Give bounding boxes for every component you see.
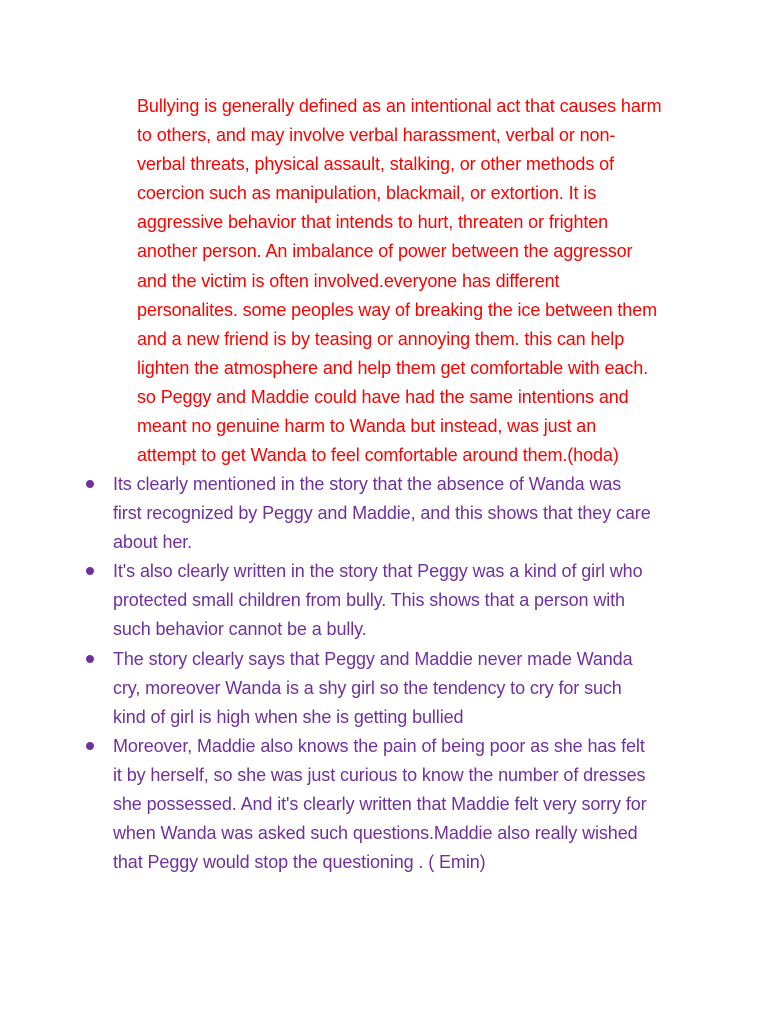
paragraph-line: to others, and may involve verbal harassment, verbal or non- — [137, 125, 616, 146]
paragraph-line: lighten the atmosphere and help them get comfortable with each. — [137, 357, 649, 378]
bullet-line: first recognized by Peggy and Maddie, and this shows that they care — [113, 503, 651, 524]
paragraph-line: so Peggy and Maddie could have had the same intentions and — [137, 386, 629, 407]
bullet-line: cry, moreover Wanda is a shy girl so the tendency to cry for such — [113, 677, 622, 698]
bullet-item — [0, 732, 768, 877]
bullet-list — [0, 470, 768, 877]
paragraph-line: attempt to get Wanda to feel comfortable around them.(hoda) — [137, 445, 619, 466]
bullet-text — [113, 732, 703, 877]
bullet-line: it by herself, so she was just curious to know the number of dresses — [113, 764, 646, 785]
bullet-marker-icon — [86, 480, 94, 488]
bullet-line: kind of girl is high when she is getting bullied — [113, 706, 464, 727]
paragraph-line: personalites. some peoples way of breaking the ice between them — [137, 299, 658, 320]
bullet-line: Its clearly mentioned in the story that the absence of Wanda was — [113, 474, 622, 494]
paragraph-line: coercion such as manipulation, blackmail, or extortion. It is — [137, 183, 597, 204]
bullet-line: Moreover, Maddie also knows the pain of being poor as she has felt — [113, 735, 645, 756]
bullet-line: It's also clearly written in the story that Peggy was a kind of girl who — [113, 561, 643, 582]
paragraph-line: another person. An imbalance of power between the aggressor — [137, 241, 633, 262]
bullet-item — [0, 470, 768, 557]
bullet-marker-icon — [86, 742, 94, 750]
bullet-line: The story clearly says that Peggy and Maddie never made Wanda — [113, 648, 633, 669]
bullet-text — [113, 470, 703, 557]
bullet-marker-icon — [86, 567, 94, 575]
bullet-text — [113, 645, 703, 732]
bullet-line: about her. — [113, 532, 193, 553]
bullet-item — [0, 557, 768, 644]
bullet-marker-icon — [86, 655, 94, 663]
intro-paragraph — [137, 92, 697, 470]
bullet-line: such behavior cannot be a bully. — [113, 619, 367, 640]
bullet-line: that Peggy would stop the questioning . ( Emin) — [113, 852, 486, 873]
bullet-line: when Wanda was asked such questions.Maddie also really wished — [113, 823, 638, 844]
paragraph-line: meant no genuine harm to Wanda but instead, was just an — [137, 416, 597, 437]
bullet-line: protected small children from bully. This shows that a person with — [113, 590, 625, 611]
paragraph-line: aggressive behavior that intends to hurt, threaten or frighten — [137, 212, 609, 233]
paragraph-line: and a new friend is by teasing or annoying them. this can help — [137, 328, 625, 349]
bullet-text — [113, 557, 703, 644]
bullet-line: she possessed. And it's clearly written that Maddie felt very sorry for — [113, 794, 647, 815]
paragraph-line: Bullying is generally defined as an intentional act that causes harm — [137, 96, 662, 116]
paragraph-line: and the victim is often involved.everyone has different — [137, 270, 560, 291]
paragraph-line: verbal threats, physical assault, stalking, or other methods of — [137, 154, 614, 175]
bullet-item — [0, 645, 768, 732]
